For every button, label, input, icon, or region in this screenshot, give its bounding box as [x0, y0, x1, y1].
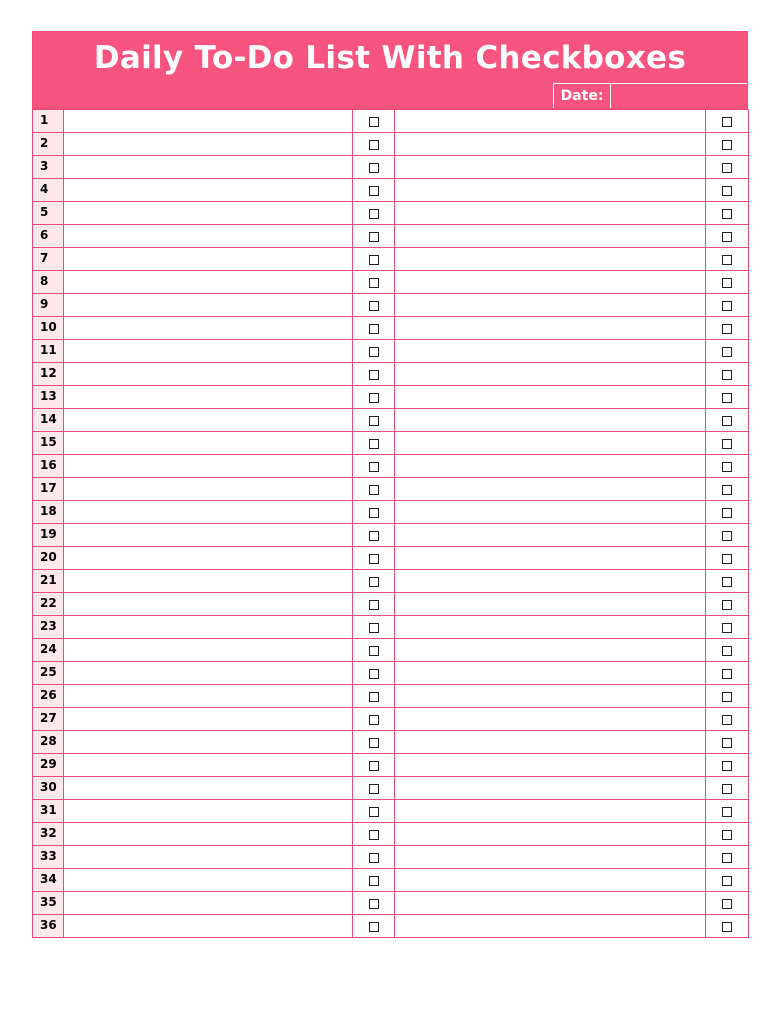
row-number: 21 — [33, 570, 64, 593]
task-field-left[interactable] — [64, 708, 353, 731]
checkbox-right[interactable] — [706, 846, 749, 869]
table-row — [33, 340, 749, 363]
checkbox-icon — [369, 531, 379, 541]
date-field[interactable] — [611, 84, 747, 108]
checkbox-icon — [369, 715, 379, 725]
task-field-left[interactable] — [64, 386, 353, 409]
row-number: 1 — [33, 110, 64, 133]
checkbox-left[interactable] — [353, 754, 395, 777]
checkbox-icon — [722, 600, 732, 610]
checkbox-left[interactable] — [353, 708, 395, 731]
checkbox-left[interactable] — [353, 340, 395, 363]
table-row — [33, 133, 749, 156]
task-field-right[interactable] — [395, 432, 706, 455]
checkbox-icon — [369, 370, 379, 380]
table-row — [33, 846, 749, 869]
checkbox-right[interactable] — [706, 455, 749, 478]
checkbox-icon — [722, 669, 732, 679]
table-row — [33, 777, 749, 800]
checkbox-left[interactable] — [353, 225, 395, 248]
checkbox-right[interactable] — [706, 639, 749, 662]
checkbox-icon — [369, 807, 379, 817]
task-field-right[interactable] — [395, 133, 706, 156]
checkbox-icon — [722, 324, 732, 334]
table-row — [33, 662, 749, 685]
row-number: 34 — [33, 869, 64, 892]
task-field-left[interactable] — [64, 892, 353, 915]
row-number: 18 — [33, 501, 64, 524]
task-field-right[interactable] — [395, 317, 706, 340]
task-field-right[interactable] — [395, 639, 706, 662]
checkbox-icon — [369, 301, 379, 311]
checkbox-right[interactable] — [706, 179, 749, 202]
task-field-right[interactable] — [395, 524, 706, 547]
checkbox-icon — [722, 692, 732, 702]
row-number: 19 — [33, 524, 64, 547]
table-row — [33, 202, 749, 225]
checkbox-icon — [369, 324, 379, 334]
task-field-left[interactable] — [64, 547, 353, 570]
checkbox-icon — [369, 646, 379, 656]
row-number: 13 — [33, 386, 64, 409]
row-number: 8 — [33, 271, 64, 294]
checkbox-icon — [722, 347, 732, 357]
task-field-right[interactable] — [395, 570, 706, 593]
checkbox-icon — [369, 876, 379, 886]
table-row — [33, 685, 749, 708]
task-field-left[interactable] — [64, 593, 353, 616]
task-field-left[interactable] — [64, 800, 353, 823]
task-field-left[interactable] — [64, 363, 353, 386]
table-row — [33, 432, 749, 455]
table-row — [33, 570, 749, 593]
row-number: 5 — [33, 202, 64, 225]
task-field-left[interactable] — [64, 478, 353, 501]
checkbox-icon — [722, 416, 732, 426]
task-field-left[interactable] — [64, 777, 353, 800]
checkbox-right[interactable] — [706, 478, 749, 501]
row-number: 23 — [33, 616, 64, 639]
table-row — [33, 524, 749, 547]
task-field-right[interactable] — [395, 731, 706, 754]
task-field-right[interactable] — [395, 202, 706, 225]
task-field-left[interactable] — [64, 248, 353, 271]
checkbox-left[interactable] — [353, 915, 395, 938]
checkbox-right[interactable] — [706, 271, 749, 294]
checkbox-icon — [369, 577, 379, 587]
task-field-left[interactable] — [64, 202, 353, 225]
checkbox-left[interactable] — [353, 639, 395, 662]
table-row — [33, 478, 749, 501]
checkbox-right[interactable] — [706, 225, 749, 248]
checkbox-icon — [722, 140, 732, 150]
checkbox-icon — [722, 301, 732, 311]
row-number: 11 — [33, 340, 64, 363]
checkbox-right[interactable] — [706, 432, 749, 455]
checkbox-right[interactable] — [706, 317, 749, 340]
row-number: 12 — [33, 363, 64, 386]
checkbox-icon — [722, 554, 732, 564]
row-number: 10 — [33, 317, 64, 340]
checkbox-left[interactable] — [353, 478, 395, 501]
row-number: 24 — [33, 639, 64, 662]
task-field-left[interactable] — [64, 133, 353, 156]
task-field-right[interactable] — [395, 616, 706, 639]
checkbox-right[interactable] — [706, 731, 749, 754]
table-row — [33, 616, 749, 639]
checkbox-icon — [369, 209, 379, 219]
row-number: 3 — [33, 156, 64, 179]
checkbox-left[interactable] — [353, 455, 395, 478]
checkbox-icon — [722, 163, 732, 173]
checkbox-icon — [369, 255, 379, 265]
row-number: 27 — [33, 708, 64, 731]
checkbox-right[interactable] — [706, 823, 749, 846]
checkbox-left[interactable] — [353, 248, 395, 271]
checkbox-right[interactable] — [706, 110, 749, 133]
task-field-left[interactable] — [64, 731, 353, 754]
checkbox-icon — [722, 899, 732, 909]
row-number: 31 — [33, 800, 64, 823]
task-field-left[interactable] — [64, 915, 353, 938]
checkbox-left[interactable] — [353, 547, 395, 570]
checkbox-icon — [722, 508, 732, 518]
task-field-right[interactable] — [395, 777, 706, 800]
task-field-right[interactable] — [395, 501, 706, 524]
checkbox-left[interactable] — [353, 524, 395, 547]
row-number: 16 — [33, 455, 64, 478]
row-number: 36 — [33, 915, 64, 938]
task-field-right[interactable] — [395, 110, 706, 133]
task-field-left[interactable] — [64, 662, 353, 685]
task-field-left[interactable] — [64, 225, 353, 248]
checkbox-icon — [722, 462, 732, 472]
task-field-right[interactable] — [395, 846, 706, 869]
checkbox-icon — [722, 830, 732, 840]
task-field-left[interactable] — [64, 524, 353, 547]
table-row — [33, 248, 749, 271]
checkbox-left[interactable] — [353, 869, 395, 892]
table-row — [33, 915, 749, 938]
row-number: 4 — [33, 179, 64, 202]
checkbox-icon — [369, 508, 379, 518]
task-field-right[interactable] — [395, 547, 706, 570]
row-number: 15 — [33, 432, 64, 455]
task-field-left[interactable] — [64, 294, 353, 317]
task-field-right[interactable] — [395, 225, 706, 248]
checkbox-left[interactable] — [353, 202, 395, 225]
row-number: 14 — [33, 409, 64, 432]
table-row — [33, 294, 749, 317]
checkbox-icon — [369, 347, 379, 357]
checkbox-icon — [722, 255, 732, 265]
header-banner — [32, 31, 748, 109]
checkbox-left[interactable] — [353, 501, 395, 524]
page-title: Daily To-Do List With Checkboxes — [93, 40, 687, 76]
checkbox-icon — [369, 554, 379, 564]
checkbox-left[interactable] — [353, 892, 395, 915]
checkbox-icon — [722, 232, 732, 242]
row-number: 25 — [33, 662, 64, 685]
task-field-right[interactable] — [395, 179, 706, 202]
task-field-left[interactable] — [64, 409, 353, 432]
checkbox-icon — [369, 485, 379, 495]
checkbox-icon — [369, 439, 379, 449]
checkbox-left[interactable] — [353, 409, 395, 432]
checkbox-left[interactable] — [353, 386, 395, 409]
task-field-right[interactable] — [395, 593, 706, 616]
checkbox-right[interactable] — [706, 409, 749, 432]
task-field-right[interactable] — [395, 386, 706, 409]
checkbox-right[interactable] — [706, 892, 749, 915]
checkbox-icon — [369, 922, 379, 932]
task-field-left[interactable] — [64, 179, 353, 202]
checkbox-left[interactable] — [353, 294, 395, 317]
table-row — [33, 156, 749, 179]
checkbox-icon — [369, 462, 379, 472]
checkbox-left[interactable] — [353, 800, 395, 823]
checkbox-icon — [369, 738, 379, 748]
task-field-right[interactable] — [395, 271, 706, 294]
row-number: 6 — [33, 225, 64, 248]
checkbox-left[interactable] — [353, 570, 395, 593]
checkbox-right[interactable] — [706, 777, 749, 800]
checkbox-icon — [722, 485, 732, 495]
checkbox-icon — [722, 278, 732, 288]
table-row — [33, 593, 749, 616]
checkbox-icon — [722, 646, 732, 656]
checkbox-icon — [369, 278, 379, 288]
checkbox-icon — [369, 761, 379, 771]
checkbox-right[interactable] — [706, 202, 749, 225]
checkbox-right[interactable] — [706, 754, 749, 777]
row-number: 30 — [33, 777, 64, 800]
checkbox-right[interactable] — [706, 685, 749, 708]
task-field-left[interactable] — [64, 869, 353, 892]
checkbox-icon — [722, 922, 732, 932]
checkbox-right[interactable] — [706, 570, 749, 593]
row-number: 2 — [33, 133, 64, 156]
date-label: Date: — [554, 84, 611, 108]
row-number: 20 — [33, 547, 64, 570]
checkbox-icon — [369, 163, 379, 173]
task-field-left[interactable] — [64, 639, 353, 662]
todo-table — [32, 109, 749, 938]
table-row — [33, 455, 749, 478]
table-row — [33, 363, 749, 386]
table-row — [33, 110, 749, 133]
checkbox-right[interactable] — [706, 294, 749, 317]
task-field-right[interactable] — [395, 248, 706, 271]
table-row — [33, 409, 749, 432]
checkbox-icon — [369, 117, 379, 127]
checkbox-right[interactable] — [706, 915, 749, 938]
checkbox-left[interactable] — [353, 823, 395, 846]
checkbox-right[interactable] — [706, 340, 749, 363]
checkbox-left[interactable] — [353, 593, 395, 616]
checkbox-icon — [369, 232, 379, 242]
checkbox-right[interactable] — [706, 501, 749, 524]
checkbox-left[interactable] — [353, 271, 395, 294]
checkbox-left[interactable] — [353, 731, 395, 754]
checkbox-left[interactable] — [353, 846, 395, 869]
table-row — [33, 639, 749, 662]
checkbox-icon — [369, 899, 379, 909]
task-field-right[interactable] — [395, 869, 706, 892]
task-field-right[interactable] — [395, 478, 706, 501]
checkbox-icon — [722, 876, 732, 886]
checkbox-left[interactable] — [353, 777, 395, 800]
checkbox-left[interactable] — [353, 317, 395, 340]
table-row — [33, 731, 749, 754]
table-row — [33, 271, 749, 294]
table-row — [33, 823, 749, 846]
checkbox-icon — [722, 370, 732, 380]
row-number: 29 — [33, 754, 64, 777]
table-row — [33, 179, 749, 202]
row-number: 28 — [33, 731, 64, 754]
checkbox-icon — [722, 186, 732, 196]
checkbox-right[interactable] — [706, 593, 749, 616]
checkbox-right[interactable] — [706, 616, 749, 639]
task-field-right[interactable] — [395, 409, 706, 432]
task-field-left[interactable] — [64, 317, 353, 340]
table-row — [33, 869, 749, 892]
checkbox-icon — [722, 623, 732, 633]
task-field-right[interactable] — [395, 892, 706, 915]
table-row — [33, 800, 749, 823]
row-number: 33 — [33, 846, 64, 869]
checkbox-left[interactable] — [353, 110, 395, 133]
checkbox-icon — [722, 577, 732, 587]
checkbox-left[interactable] — [353, 133, 395, 156]
checkbox-left[interactable] — [353, 685, 395, 708]
checkbox-icon — [722, 853, 732, 863]
checkbox-right[interactable] — [706, 133, 749, 156]
table-row — [33, 892, 749, 915]
checkbox-right[interactable] — [706, 662, 749, 685]
table-row — [33, 754, 749, 777]
table-row — [33, 386, 749, 409]
checkbox-icon — [369, 623, 379, 633]
table-row — [33, 547, 749, 570]
checkbox-icon — [722, 761, 732, 771]
checkbox-icon — [369, 669, 379, 679]
task-field-left[interactable] — [64, 156, 353, 179]
task-field-left[interactable] — [64, 616, 353, 639]
task-field-left[interactable] — [64, 455, 353, 478]
checkbox-left[interactable] — [353, 432, 395, 455]
checkbox-right[interactable] — [706, 524, 749, 547]
checkbox-icon — [722, 784, 732, 794]
task-field-left[interactable] — [64, 754, 353, 777]
checkbox-icon — [369, 784, 379, 794]
row-number: 17 — [33, 478, 64, 501]
checkbox-icon — [369, 393, 379, 403]
checkbox-right[interactable] — [706, 869, 749, 892]
task-field-left[interactable] — [64, 432, 353, 455]
checkbox-icon — [369, 692, 379, 702]
checkbox-icon — [722, 738, 732, 748]
checkbox-icon — [722, 807, 732, 817]
checkbox-right[interactable] — [706, 547, 749, 570]
checkbox-icon — [369, 186, 379, 196]
row-number: 9 — [33, 294, 64, 317]
row-number: 22 — [33, 593, 64, 616]
task-field-left[interactable] — [64, 110, 353, 133]
task-field-left[interactable] — [64, 340, 353, 363]
checkbox-icon — [369, 853, 379, 863]
task-field-right[interactable] — [395, 156, 706, 179]
date-box — [553, 83, 747, 108]
checkbox-icon — [722, 531, 732, 541]
checkbox-left[interactable] — [353, 179, 395, 202]
table-row — [33, 708, 749, 731]
checkbox-icon — [722, 393, 732, 403]
task-field-right[interactable] — [395, 823, 706, 846]
checkbox-right[interactable] — [706, 800, 749, 823]
table-row — [33, 317, 749, 340]
task-field-right[interactable] — [395, 455, 706, 478]
task-field-left[interactable] — [64, 501, 353, 524]
task-field-left[interactable] — [64, 271, 353, 294]
task-field-left[interactable] — [64, 823, 353, 846]
task-field-right[interactable] — [395, 685, 706, 708]
task-field-left[interactable] — [64, 570, 353, 593]
checkbox-icon — [722, 117, 732, 127]
task-field-right[interactable] — [395, 708, 706, 731]
task-field-left[interactable] — [64, 846, 353, 869]
row-number: 26 — [33, 685, 64, 708]
row-number: 32 — [33, 823, 64, 846]
checkbox-icon — [369, 600, 379, 610]
checkbox-right[interactable] — [706, 156, 749, 179]
row-number: 7 — [33, 248, 64, 271]
todo-sheet — [32, 31, 748, 938]
checkbox-left[interactable] — [353, 156, 395, 179]
checkbox-right[interactable] — [706, 248, 749, 271]
table-row — [33, 501, 749, 524]
task-field-right[interactable] — [395, 294, 706, 317]
checkbox-icon — [722, 209, 732, 219]
checkbox-icon — [369, 140, 379, 150]
checkbox-icon — [722, 439, 732, 449]
task-field-left[interactable] — [64, 685, 353, 708]
checkbox-icon — [722, 715, 732, 725]
checkbox-right[interactable] — [706, 363, 749, 386]
checkbox-right[interactable] — [706, 708, 749, 731]
checkbox-left[interactable] — [353, 363, 395, 386]
row-number: 35 — [33, 892, 64, 915]
task-field-right[interactable] — [395, 915, 706, 938]
task-field-right[interactable] — [395, 754, 706, 777]
checkbox-left[interactable] — [353, 662, 395, 685]
checkbox-left[interactable] — [353, 616, 395, 639]
task-field-right[interactable] — [395, 340, 706, 363]
checkbox-icon — [369, 830, 379, 840]
task-field-right[interactable] — [395, 800, 706, 823]
checkbox-icon — [369, 416, 379, 426]
task-field-right[interactable] — [395, 662, 706, 685]
checkbox-right[interactable] — [706, 386, 749, 409]
table-row — [33, 225, 749, 248]
task-field-right[interactable] — [395, 363, 706, 386]
